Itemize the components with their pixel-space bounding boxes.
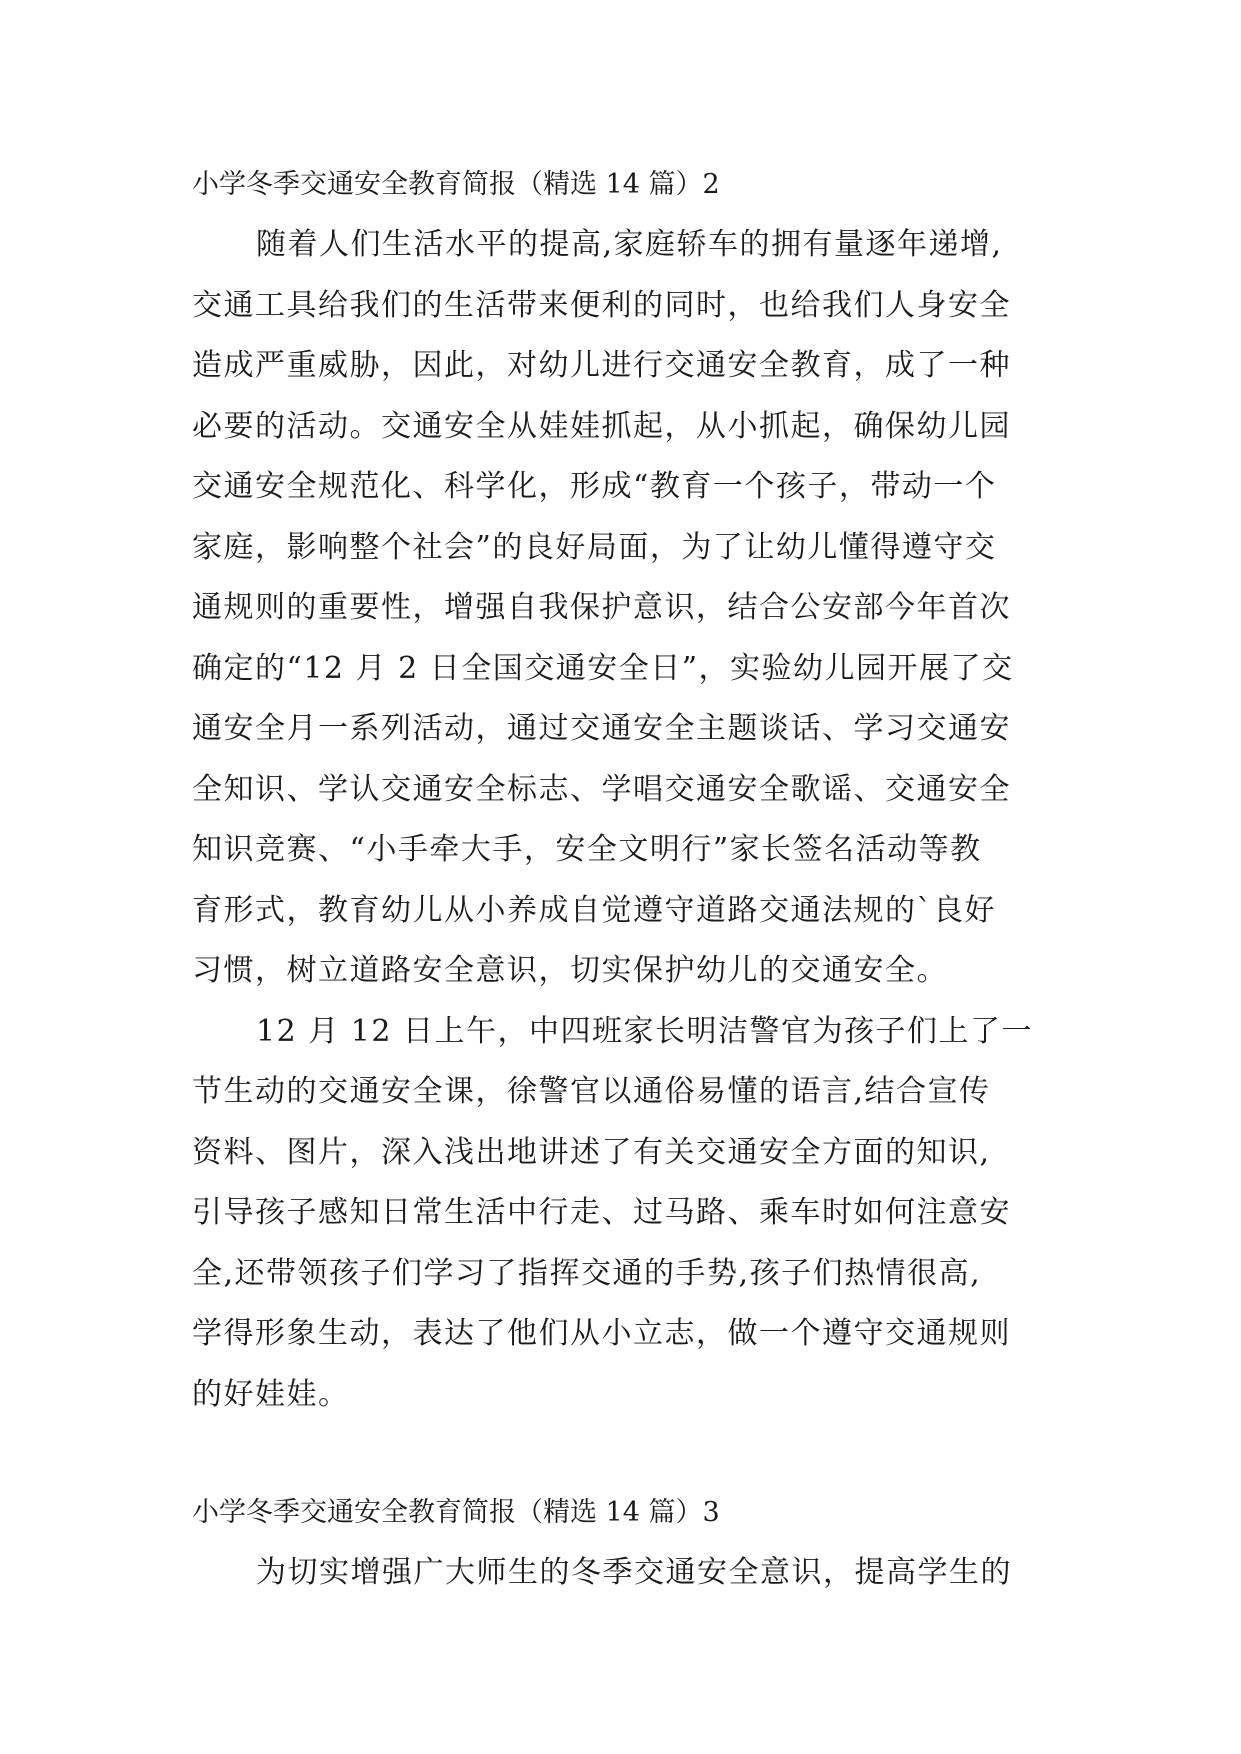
text-line: 育形式，教育幼儿从小养成自觉遵守道路交通法规的`良好 <box>192 892 996 928</box>
text-line: 交通工具给我们的生活带来便利的同时，也给我们人身安全 <box>192 287 1011 323</box>
section-heading: 小学冬季交通安全教育简报（精选 14 篇）2 <box>192 169 720 200</box>
text-line: 习惯，树立道路安全意识，切实保护幼儿的交通安全。 <box>192 953 948 988</box>
text-line: 全,还带领孩子们学习了指挥交通的手势,孩子们热情很高, <box>192 1255 982 1291</box>
text-line: 家庭，影响整个社会”的良好局面，为了让幼儿懂得遵守交 <box>192 529 997 565</box>
text-line: 节生动的交通安全课，徐警官以通俗易懂的语言,结合宣传 <box>192 1074 991 1109</box>
paragraph <box>192 215 1052 1002</box>
text-line: 随着人们生活水平的提高,家庭轿车的拥有量逐年递增, <box>256 227 1003 262</box>
text-line: 确定的“12 月 2 日全国交通安全日”，实验幼儿园开展了交 <box>192 650 1014 686</box>
text-line: 资料、图片，深入浅出地讲述了有关交通安全方面的知识, <box>192 1134 991 1170</box>
text-line: 学得形象生动，表达了他们从小立志，做一个遵守交通规则 <box>192 1316 1011 1351</box>
text-line: 造成严重威胁，因此，对幼儿进行交通安全教育，成了一种 <box>192 348 1011 383</box>
paragraph <box>192 1002 1052 1426</box>
text-line: 交通安全规范化、科学化，形成“教育一个孩子，带动一个 <box>192 469 997 504</box>
paragraph <box>192 1543 1052 1604</box>
text-line: 为切实增强广大师生的冬季交通安全意识，提高学生的 <box>256 1555 1012 1590</box>
text-line: 通安全月一系列活动，通过交通安全主题谈话、学习交通安 <box>192 711 1011 746</box>
text-line: 知识竞赛、“小手牵大手，安全文明行”家长签名活动等教 <box>192 832 982 867</box>
text-line: 12 月 12 日上午，中四班家长明洁警官为孩子们上了一 <box>256 1013 1033 1049</box>
text-line: 通规则的重要性，增强自我保护意识，结合公安部今年首次 <box>192 590 1011 625</box>
text-line: 全知识、学认交通安全标志、学唱交通安全歌谣、交通安全 <box>192 771 1011 807</box>
section-spacer <box>192 1425 1052 1483</box>
text-line: 引导孩子感知日常生活中行走、过马路、乘车时如何注意安 <box>192 1195 1011 1230</box>
text-line: 必要的活动。交通安全从娃娃抓起，从小抓起，确保幼儿园 <box>192 408 1011 444</box>
section-heading: 小学冬季交通安全教育简报（精选 14 篇）3 <box>192 1497 720 1528</box>
text-line: 的好娃娃。 <box>192 1376 350 1412</box>
document-page <box>192 155 1052 1604</box>
